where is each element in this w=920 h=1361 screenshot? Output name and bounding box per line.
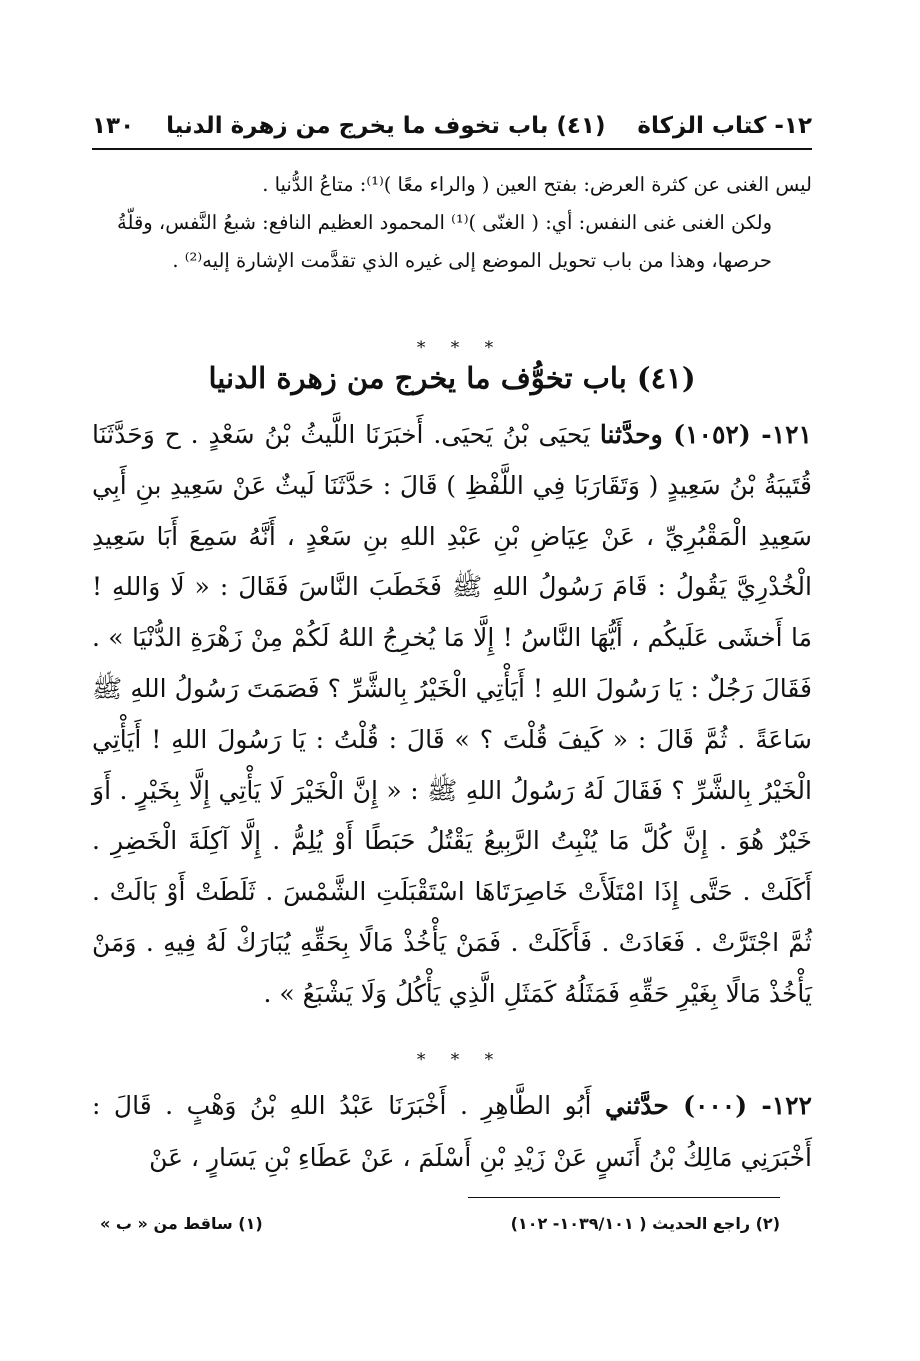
- running-chapter-title: (٤١) باب تخوف ما يخرج من زهرة الدنيا: [166, 113, 606, 139]
- commentary-line: ليس الغنى عن كثرة العرض: بفتح العين ( والراء معًا )⁽¹⁾: متاعُ الدُّنيا .: [262, 173, 812, 196]
- commentary-paragraph: ولكن الغنى غنى النفس: أي: ( الغنّى )⁽¹⁾ المحمود العظيم النافع: شبعُ النَّفس، وقلّةُ حرصها، وهذا من باب تحويل الموضع إلى غيره الذي تقدَّمت الإشارة إليه⁽²⁾ .: [117, 211, 772, 272]
- footnote-1: (١) ساقط من « ب »: [100, 1213, 263, 1233]
- footnote-rule: [468, 1197, 780, 1198]
- hadith-number: ١٢١- (١٠٥٢) وحدَّثنا: [599, 420, 812, 449]
- section-separator: * * *: [416, 338, 504, 358]
- hadith-122: [92, 1080, 812, 1184]
- section-separator: * * *: [416, 1050, 504, 1070]
- hadith-number: ١٢٢- (٠٠٠) حدَّثني: [604, 1091, 812, 1120]
- page-number: ١٣٠: [92, 113, 135, 139]
- hadith-121: [92, 410, 812, 1020]
- header-rule: [92, 148, 812, 150]
- running-book-title: ١٢- كتاب الزكاة: [637, 113, 812, 139]
- footnotes: [100, 1208, 780, 1238]
- hadith-text: أَبُو الطَّاهِرِ . أَخْبَرَنَا عَبْدُ اللهِ بْنُ وَهْبٍ . قَالَ : أَخْبَرَنِي مَالِكُ بْنُ أَنَسٍ عَنْ زَيْدِ بْنِ أَسْلَمَ ، عَنْ عَطَاءِ بْنِ يَسَارٍ ، عَنْ: [92, 1091, 812, 1172]
- commentary-block: [92, 166, 812, 280]
- hadith-text: يَحيَى بْنُ يَحيَى. أَخبَرَنَا اللَّيثُ بْنُ سَعْدٍ . ح وَحَدَّثَنَا قُتَيبَةُ بْنُ سَعِيدٍ ( وَتَقَارَبَا فِي اللَّفْظِ ) قَالَ : حَدَّثَنَا لَيثٌ عَنْ سَعِيدِ بنِ أَبِي سَعِيدِ الْمَقْبُرِيِّ ، عَنْ عِيَاضِ بْنِ عَبْدِ اللهِ بنِ سَعْدٍ ، أَنَّهُ سَمِعَ أَبَا سَعِيدِ الْخُدْرِيَّ يَقُولُ : قَامَ رَسُولُ اللهِ ﷺ فَخَطَبَ النَّاسَ فَقَالَ : « لَا وَاللهِ ! مَا أَخشَى عَلَيكُم ، أَيُّهَا النَّاسُ ! إِلَّا مَا يُخرِجُ اللهُ لَكُمْ مِنْ زَهْرَةِ الدُّنْيَا » . فَقَالَ رَجُلٌ : يَا رَسُولَ اللهِ ! أَيَأْتِي الْخَيْرُ بِالشَّرِّ ؟ فَصَمَتَ رَسُولُ اللهِ ﷺ سَاعَةً . ثُمَّ قَالَ : « كَيفَ قُلْتَ ؟ » قَالَ : قُلْتُ : يَا رَسُولَ اللهِ ! أَيَأْتِي الْخَيْرُ بِالشَّرِّ ؟ فَقَالَ لَهُ رَسُولُ اللهِ ﷺ : « إِنَّ الْخَيْرَ لَا يَأْتِي إِلَّا بِخَيْرٍ . أَوَ خَيْرٌ هُوَ . إِنَّ كُلَّ مَا يُنْبِتُ الرَّبِيعُ يَقْتُلُ حَبَطًا أَوْ يُلِمُّ . إِلَّا آكِلَةَ الْخَضِرِ . أَكَلَتْ . حَتَّى إِذَا امْتَلَأَتْ خَاصِرَتَاهَا اسْتَقْبَلَتِ الشَّمْسَ . ثَلَطَتْ أَوْ بَالَتْ . ثُمَّ اجْتَرَّتْ . فَعَادَتْ . فَأَكَلَتْ . فَمَنْ يَأْخُذْ مَالًا بِحَقِّهِ يُبَارَكْ لَهُ فِيهِ . وَمَنْ يَأْخُذْ مَالًا بِغَيْرِ حَقِّهِ فَمَثَلُهُ كَمَثَلِ الَّذِي يَأْكُلُ وَلَا يَشْبَعُ » .: [92, 420, 812, 1008]
- footnote-2: (٢) راجع الحديث ( ١٠٣٩/١٠١- ١٠٢): [510, 1213, 780, 1233]
- section-title: (٤١) باب تخوُّف ما يخرج من زهرة الدنيا: [208, 361, 696, 395]
- page-header: [92, 105, 812, 147]
